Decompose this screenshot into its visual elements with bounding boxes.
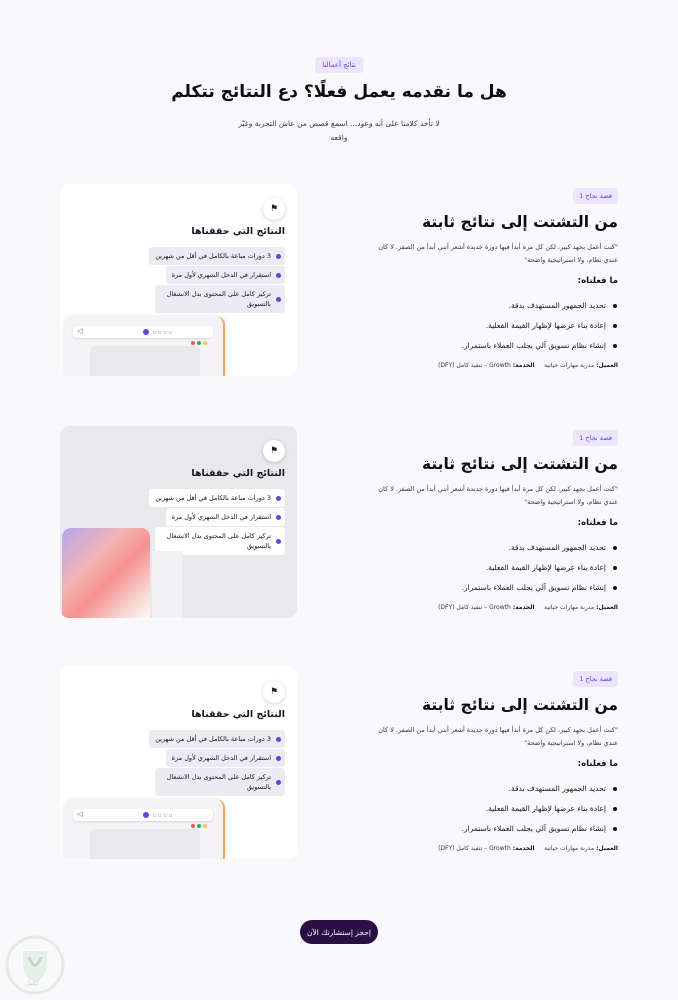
list-item: إعادة بناء عرضها لإظهار القيمة الفعلية. xyxy=(368,558,618,578)
decorative-panel xyxy=(152,551,182,618)
watermark-text: كفيل xyxy=(25,979,40,987)
service-value: Growth – تنفيذ كامل (DFY) xyxy=(438,604,511,611)
card-heading: النتائج التي حققناها xyxy=(191,226,285,237)
list-item: تحديد الجمهور المستهدف بدقة. xyxy=(368,296,618,316)
results-card xyxy=(60,426,297,618)
result-item: استقرار في الدخل الشهري لأول مرة xyxy=(166,508,285,526)
case-badge: قصة نجاح 1 xyxy=(573,188,618,204)
list-item: تحديد الجمهور المستهدف بدقة. xyxy=(368,779,618,799)
browser-content xyxy=(90,346,200,376)
result-item: 3 دورات مباعة بالكامل في أقل من شهرين xyxy=(149,247,285,265)
list-item: إنشاء نظام تسويق آلي يجلب العملاء باستمرار. xyxy=(368,819,618,839)
list-item: إعادة بناء عرضها لإظهار القيمة الفعلية. xyxy=(368,799,618,819)
flag-icon: ⚑ xyxy=(263,198,285,220)
browser-mockup xyxy=(65,799,225,859)
card-heading: النتائج التي حققناها xyxy=(191,709,285,720)
results-card xyxy=(60,184,297,376)
case-did-list xyxy=(368,296,618,356)
result-item: تركيز كامل على المحتوى بدل الانشغال بالتسويق xyxy=(155,768,285,796)
list-item: إنشاء نظام تسويق آلي يجلب العملاء باستمرار. xyxy=(368,336,618,356)
case-study-3 xyxy=(60,666,620,859)
case-title: من التشتت إلى نتائج ثابتة xyxy=(421,696,618,714)
case-meta xyxy=(368,845,618,852)
results-card xyxy=(60,667,297,859)
client-value: مدربة مهارات حياتية xyxy=(544,362,595,369)
service-value: Growth – تنفيذ كامل (DFY) xyxy=(438,362,511,369)
section-title: هل ما نقدمه يعمل فعلًا؟ دع النتائج تتكلم xyxy=(171,82,507,102)
back-arrow-icon: ◁ xyxy=(77,327,83,335)
shield-leaf-icon xyxy=(3,935,67,997)
service-label: الخدمة: xyxy=(512,604,535,611)
case-badge: قصة نجاح 1 xyxy=(573,671,618,687)
result-item: استقرار في الدخل الشهري لأول مرة xyxy=(166,266,285,284)
client-value: مدربة مهارات حياتية xyxy=(544,845,595,852)
case-did-label: ما فعلناه: xyxy=(577,518,618,528)
case-badge: قصة نجاح 1 xyxy=(573,430,618,446)
list-item: تحديد الجمهور المستهدف بدقة. xyxy=(368,538,618,558)
case-quote: "كنت أعمل بجهد كبير، لكن كل مرة أبدأ فيها دورة جديدة أشعر أنني أبدأ من الصفر. لا كان عندي نظام، ولا استراتيجية واضحة" xyxy=(378,485,618,506)
back-arrow-icon: ◁ xyxy=(77,810,83,818)
client-value: مدربة مهارات حياتية xyxy=(544,604,595,611)
client-label: العميل: xyxy=(596,845,618,852)
toolbar-icons: ▫▫▫▫ xyxy=(143,329,174,336)
case-quote: "كنت أعمل بجهد كبير، لكن كل مرة أبدأ فيها دورة جديدة أشعر أنني أبدأ من الصفر. لا كان عندي نظام، ولا استراتيجية واضحة" xyxy=(378,243,618,264)
result-item: 3 دورات مباعة بالكامل في أقل من شهرين xyxy=(149,489,285,507)
browser-toolbar xyxy=(73,326,213,338)
list-item: إنشاء نظام تسويق آلي يجلب العملاء باستمرار. xyxy=(368,578,618,598)
watermark-logo xyxy=(3,935,67,997)
service-value: Growth – تنفيذ كامل (DFY) xyxy=(438,845,511,852)
case-did-label: ما فعلناه: xyxy=(577,276,618,286)
card-heading: النتائج التي حققناها xyxy=(191,468,285,479)
case-meta xyxy=(368,362,618,369)
section-badge: نتائج أعمالنا xyxy=(315,57,363,73)
case-study-1 xyxy=(60,183,620,376)
client-label: العميل: xyxy=(596,362,618,369)
active-tab-icon xyxy=(143,812,149,818)
case-quote: "كنت أعمل بجهد كبير، لكن كل مرة أبدأ فيها دورة جديدة أشعر أنني أبدأ من الصفر. لا كان عندي نظام، ولا استراتيجية واضحة" xyxy=(378,726,618,747)
gradient-image xyxy=(62,528,150,618)
case-text xyxy=(368,666,618,852)
section-subtitle: لا تأخذ كلامنا على أنه وعود... اسمع قصص من عاش التجربة وغيّر واقعه xyxy=(238,119,440,142)
flag-icon: ⚑ xyxy=(263,440,285,462)
case-title: من التشتت إلى نتائج ثابتة xyxy=(421,455,618,473)
case-did-list xyxy=(368,538,618,598)
case-text xyxy=(368,425,618,611)
result-item: تركيز كامل على المحتوى بدل الانشغال بالتسويق xyxy=(155,285,285,313)
flag-icon: ⚑ xyxy=(263,681,285,703)
browser-content xyxy=(90,829,200,859)
result-item: استقرار في الدخل الشهري لأول مرة xyxy=(166,749,285,767)
result-item: 3 دورات مباعة بالكامل في أقل من شهرين xyxy=(149,730,285,748)
book-consultation-button[interactable]: إحجز إستشارتك الآن xyxy=(300,920,378,944)
service-label: الخدمة: xyxy=(512,362,535,369)
browser-mockup xyxy=(65,316,225,376)
case-text xyxy=(368,183,618,369)
case-title: من التشتت إلى نتائج ثابتة xyxy=(421,213,618,231)
service-label: الخدمة: xyxy=(512,845,535,852)
result-item: تركيز كامل على المحتوى بدل الانشغال بالتسويق xyxy=(155,527,285,555)
client-label: العميل: xyxy=(596,604,618,611)
case-did-list xyxy=(368,779,618,839)
toolbar-icons: ▫▫▫▫ xyxy=(143,812,174,819)
active-tab-icon xyxy=(143,329,149,335)
case-meta xyxy=(368,604,618,611)
browser-toolbar xyxy=(73,809,213,821)
case-did-label: ما فعلناه: xyxy=(577,759,618,769)
list-item: إعادة بناء عرضها لإظهار القيمة الفعلية. xyxy=(368,316,618,336)
case-study-2 xyxy=(60,425,620,618)
